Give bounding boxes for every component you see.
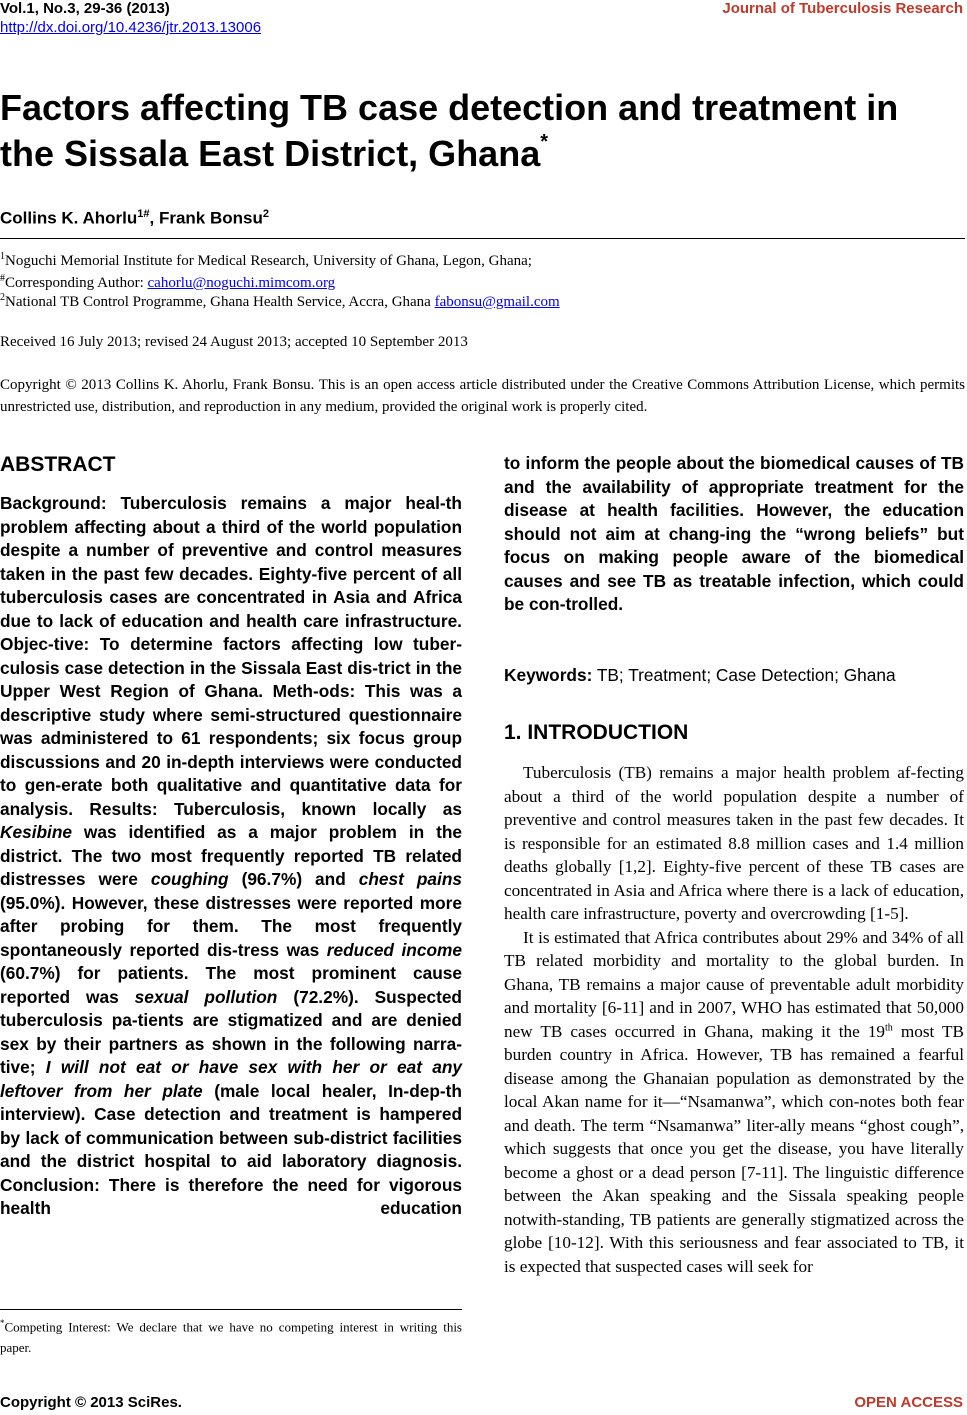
paragraph-segment: It is estimated that Africa contributes about 29% and 34% of all TB related morbidity and mortality to the global burden. In Ghana, TB remains a major cause of preventable adult morbidity and mortality [6-11] and in 2007, WHO has estimated that 50,000 new TB cases occurred in Ghana, making it the 19: [504, 927, 964, 1041]
abstract-segment: (96.7%) and: [228, 869, 359, 889]
affiliation-2-email-link[interactable]: fabonsu@gmail.com: [434, 294, 560, 310]
affiliation-2-text: National TB Control Programme, Ghana Health Service, Accra, Ghana: [5, 294, 435, 310]
author-list: [0, 208, 269, 229]
doi-link[interactable]: http://dx.doi.org/10.4236/jtr.2013.13006: [0, 19, 262, 36]
journal-name: Journal of Tuberculosis Research: [722, 0, 963, 17]
introduction-heading: 1. INTRODUCTION: [504, 721, 689, 744]
keywords: [504, 665, 896, 686]
title-footnote-mark: *: [540, 131, 549, 153]
author-2: Frank Bonsu: [158, 208, 263, 228]
title-line-1: Factors affecting TB case detection and treatment in: [0, 87, 899, 128]
paragraph-segment: most TB burden country in Africa. However, TB has remained a fearful disease among the Ghanaian population as demonstrated by the local Akan name for it—“Nsamanwa”, which con-notes both fear and death. The term “Nsamanwa” liter-ally means “ghost cough”, which suggests that once you get the disease, you have literally become a ghost or a dead person [7-11]. The linguistic difference between the Akan speaking and the Sissala speaking people notwith-standing, TB patients are generally stigmatized across the globe [10-12]. With this seriousness and fear associated to TB, it is expected that suspected cases will seek for: [504, 1021, 964, 1276]
corresponding-label: Corresponding Author:: [5, 275, 148, 291]
corresponding-mark: #: [0, 273, 5, 284]
corresponding-email-link[interactable]: cahorlu@noguchi.mimcom.org: [147, 275, 336, 291]
author-1: Collins K. Ahorlu: [0, 208, 138, 228]
introduction-body: [504, 761, 964, 1278]
ordinal-superscript: th: [885, 1021, 893, 1033]
abstract-continued: to inform the people about the biomedical causes of TB and the availability of appropriate treatment for the disease at health facilities. However, the education should not aim at chang-ing the “wrong beliefs” but focus on making people aware of the biomedical causes and see TB as treatable infection, which could be con-trolled.: [504, 453, 964, 614]
abstract-emphasis: sexual pollution: [134, 986, 278, 1007]
abstract-heading: ABSTRACT: [0, 453, 116, 476]
keywords-list: TB; Treatment; Case Detection; Ghana: [592, 665, 896, 685]
author-2-affiliation: 2: [262, 208, 269, 220]
abstract-segment: was identified as a major problem in the district. The two most frequently reported TB related distresses were: [0, 822, 462, 889]
footnote-divider: [0, 1309, 462, 1310]
affiliation-1-text: Noguchi Memorial Institute for Medical Research, University of Ghana, Legon, Ghana;: [5, 253, 532, 269]
abstract-emphasis: coughing: [150, 869, 229, 889]
abstract-emphasis: Kesibine: [0, 822, 73, 842]
abstract-text: [0, 492, 462, 1221]
footnote: [0, 1313, 462, 1358]
footnote-mark: *: [0, 1318, 5, 1328]
affiliation-2-mark: 2: [0, 292, 5, 303]
corresponding-author: [0, 273, 335, 292]
keywords-label: Keywords:: [504, 665, 593, 685]
footnote-text: Competing Interest: We declare that we have no competing interest in writing this paper.: [0, 1319, 462, 1356]
abstract-segment: (60.7%) for patients. The most prominent cause reported was: [0, 963, 462, 1007]
title-divider: [0, 238, 965, 239]
affiliation-1: [0, 251, 532, 270]
introduction-paragraph-1: Tuberculosis (TB) remains a major health problem af-fecting about a third of the world population despite a number of preventive and control measures taken in the past few decades. It is responsible for an estimated 8.8 million cases and 1.4 million deaths globally [1,2]. Eighty-five percent of these TB cases are concentrated in Asia and Africa where there is a lack of education, health care infrastructure, poverty and overcrowding [1-5].: [504, 763, 964, 923]
affiliation-1-mark: 1: [0, 251, 5, 262]
abstract-segment: (72.2%). Suspected tuberculosis pa-tients are stigmatized and are denied sex by their partners as shown in the following narra-tive;: [0, 986, 462, 1077]
abstract-segment: (male local healer, In-dep-th interview). Case detection and treatment is hampered by lack of communication between sub-district facilities and the district hospital to aid laboratory diagnosis. Conclusion: There is therefore the need for vigorous health education: [0, 1080, 462, 1218]
copyright-notice: Copyright © 2013 Collins K. Ahorlu, Frank Bonsu. This is an open access article distributed under the Creative Commons Attribution License, which permits unrestricted use, distribution, and reproduction in any medium, provided the original work is properly cited.: [0, 377, 965, 415]
affiliation-2: [0, 292, 560, 311]
footer-copyright: Copyright © 2013 SciRes.: [0, 1394, 182, 1411]
abstract-quote: I will not eat or have sex with her or eat any leftover from her plate: [0, 1057, 462, 1101]
abstract-emphasis: chest pains: [358, 869, 462, 889]
title-line-2: the Sissala East District, Ghana: [0, 133, 541, 174]
paper-title: [0, 85, 965, 177]
abstract-segment: Background: Tuberculosis remains a major heal-th problem affecting about a third of the world population despite a number of preventive and control measures taken in the past few decades. Eighty-five percent of all tuberculosis cases are concentrated in Asia and Africa due to lack of education and health care infrastructure. Objec-tive: To determine factors affecting low tuber-culosis case detection in the Sissala East dis-trict in the Upper West Region of Ghana. Meth-ods: This was a descriptive study where semi-structured questionnaire was administered to 61 respondents; six focus group discussions and 20 in-depth interviews were conducted to gen-erate both qualitative and quantitative data for analysis. Results: Tuberculosis, known locally as: [0, 493, 462, 819]
open-access-label: OPEN ACCESS: [854, 1394, 963, 1411]
author-1-affiliation: 1#: [137, 208, 150, 220]
received-dates: Received 16 July 2013; revised 24 August 2013; accepted 10 September 2013: [0, 334, 468, 350]
abstract-emphasis: reduced income: [326, 939, 462, 960]
introduction-paragraph-2: [504, 926, 964, 1279]
author-separator: ,: [149, 208, 159, 228]
abstract-segment: (95.0%). However, these distresses were reported more after probing for them. The most frequently spontaneously reported dis-tress was: [0, 892, 462, 960]
volume-info: Vol.1, No.3, 29-36 (2013): [0, 0, 170, 17]
